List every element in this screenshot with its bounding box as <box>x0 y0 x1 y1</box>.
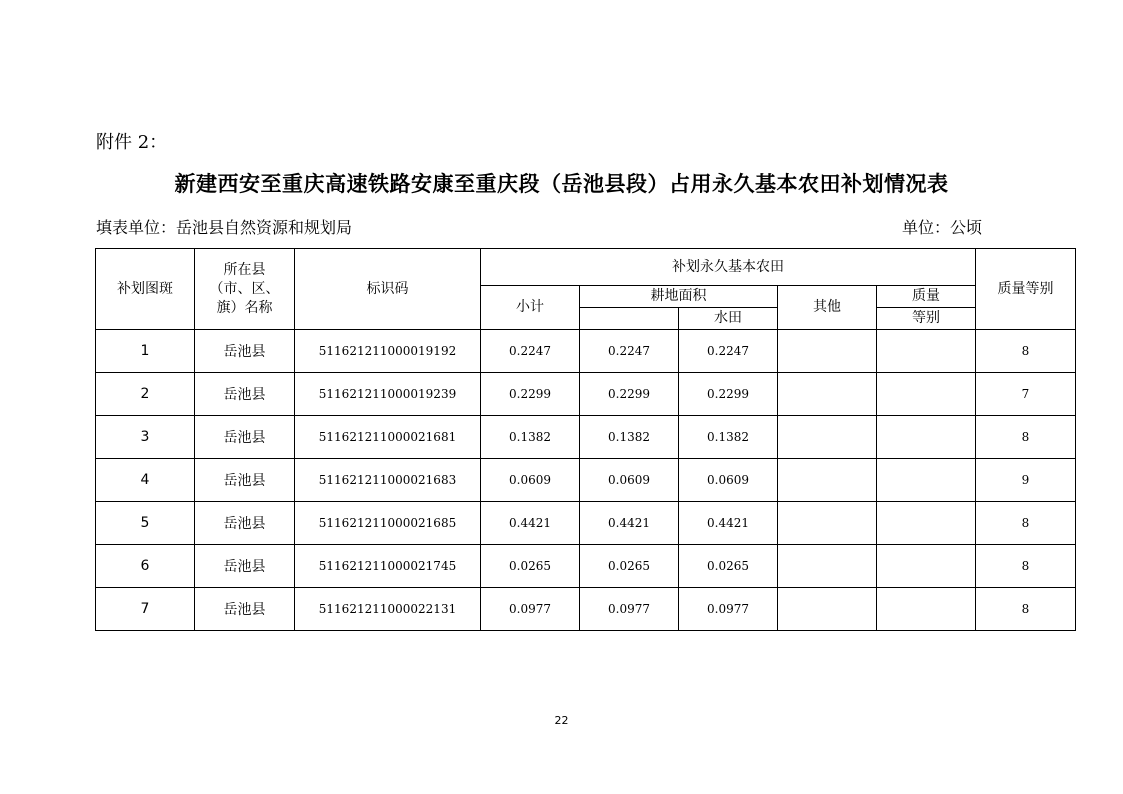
header-quality-top: 质量 <box>877 286 976 308</box>
quality-value <box>877 416 976 459</box>
table-header <box>96 249 1076 330</box>
subtotal-value: 0.2247 <box>481 330 580 373</box>
row-number: 4 <box>96 459 195 502</box>
county-name: 岳池县 <box>195 588 295 631</box>
other-value <box>778 459 877 502</box>
grade-value: 8 <box>976 545 1076 588</box>
quality-value <box>877 459 976 502</box>
header-other: 其他 <box>778 286 877 330</box>
id-code: 511621211000021685 <box>295 502 481 545</box>
id-code: 511621211000022131 <box>295 588 481 631</box>
measure-unit: 单位：公顷 <box>902 218 983 237</box>
paddy-value: 0.0609 <box>679 459 778 502</box>
table-row <box>96 502 1076 545</box>
other-value <box>778 330 877 373</box>
row-number: 1 <box>96 330 195 373</box>
subtotal-value: 0.4421 <box>481 502 580 545</box>
header-quality-bottom: 等别 <box>877 308 976 330</box>
quality-value <box>877 373 976 416</box>
subtotal-value: 0.2299 <box>481 373 580 416</box>
table-row <box>96 459 1076 502</box>
county-name: 岳池县 <box>195 416 295 459</box>
header-arable-blank <box>580 308 679 330</box>
grade-value: 8 <box>976 330 1076 373</box>
table-row <box>96 416 1076 459</box>
other-value <box>778 373 877 416</box>
subtotal-value: 0.0977 <box>481 588 580 631</box>
grade-value: 7 <box>976 373 1076 416</box>
quality-value <box>877 545 976 588</box>
arable-value: 0.0977 <box>580 588 679 631</box>
paddy-value: 0.2299 <box>679 373 778 416</box>
other-value <box>778 588 877 631</box>
subtotal-value: 0.1382 <box>481 416 580 459</box>
header-group: 补划永久基本农田 <box>481 249 976 286</box>
paddy-value: 0.1382 <box>679 416 778 459</box>
paddy-value: 0.0265 <box>679 545 778 588</box>
arable-value: 0.2299 <box>580 373 679 416</box>
header-arable: 耕地面积 <box>580 286 778 308</box>
header-code: 标识码 <box>295 249 481 330</box>
grade-value: 9 <box>976 459 1076 502</box>
arable-value: 0.0609 <box>580 459 679 502</box>
id-code: 511621211000021745 <box>295 545 481 588</box>
subtotal-value: 0.0609 <box>481 459 580 502</box>
table-row <box>96 373 1076 416</box>
header-subtotal: 小计 <box>481 286 580 330</box>
page-number: 22 <box>554 714 569 727</box>
header-paddy: 水田 <box>679 308 778 330</box>
county-name: 岳池县 <box>195 373 295 416</box>
id-code: 511621211000021683 <box>295 459 481 502</box>
reporting-unit: 填表单位：岳池县自然资源和规划局 <box>96 218 353 237</box>
farmland-table <box>95 248 1076 631</box>
table-body <box>96 330 1076 631</box>
id-code: 511621211000019192 <box>295 330 481 373</box>
row-number: 7 <box>96 588 195 631</box>
grade-value: 8 <box>976 416 1076 459</box>
row-number: 6 <box>96 545 195 588</box>
arable-value: 0.0265 <box>580 545 679 588</box>
paddy-value: 0.0977 <box>679 588 778 631</box>
page-title: 新建西安至重庆高速铁路安康至重庆段（岳池县段）占用永久基本农田补划情况表 <box>174 171 949 196</box>
attachment-label: 附件 2： <box>96 132 168 153</box>
table-row <box>96 545 1076 588</box>
paddy-value: 0.4421 <box>679 502 778 545</box>
arable-value: 0.4421 <box>580 502 679 545</box>
row-number: 3 <box>96 416 195 459</box>
header-county: 所在县（市、区、旗）名称 <box>195 249 295 330</box>
quality-value <box>877 502 976 545</box>
subtotal-value: 0.0265 <box>481 545 580 588</box>
grade-value: 8 <box>976 502 1076 545</box>
header-patch: 补划图斑 <box>96 249 195 330</box>
quality-value <box>877 330 976 373</box>
arable-value: 0.2247 <box>580 330 679 373</box>
id-code: 511621211000019239 <box>295 373 481 416</box>
county-name: 岳池县 <box>195 330 295 373</box>
grade-value: 8 <box>976 588 1076 631</box>
table-row <box>96 330 1076 373</box>
id-code: 511621211000021681 <box>295 416 481 459</box>
paddy-value: 0.2247 <box>679 330 778 373</box>
county-name: 岳池县 <box>195 502 295 545</box>
quality-value <box>877 588 976 631</box>
row-number: 2 <box>96 373 195 416</box>
table-row <box>96 588 1076 631</box>
header-quality-grade: 质量等别 <box>976 249 1076 330</box>
arable-value: 0.1382 <box>580 416 679 459</box>
row-number: 5 <box>96 502 195 545</box>
other-value <box>778 502 877 545</box>
other-value <box>778 545 877 588</box>
county-name: 岳池县 <box>195 545 295 588</box>
county-name: 岳池县 <box>195 459 295 502</box>
other-value <box>778 416 877 459</box>
